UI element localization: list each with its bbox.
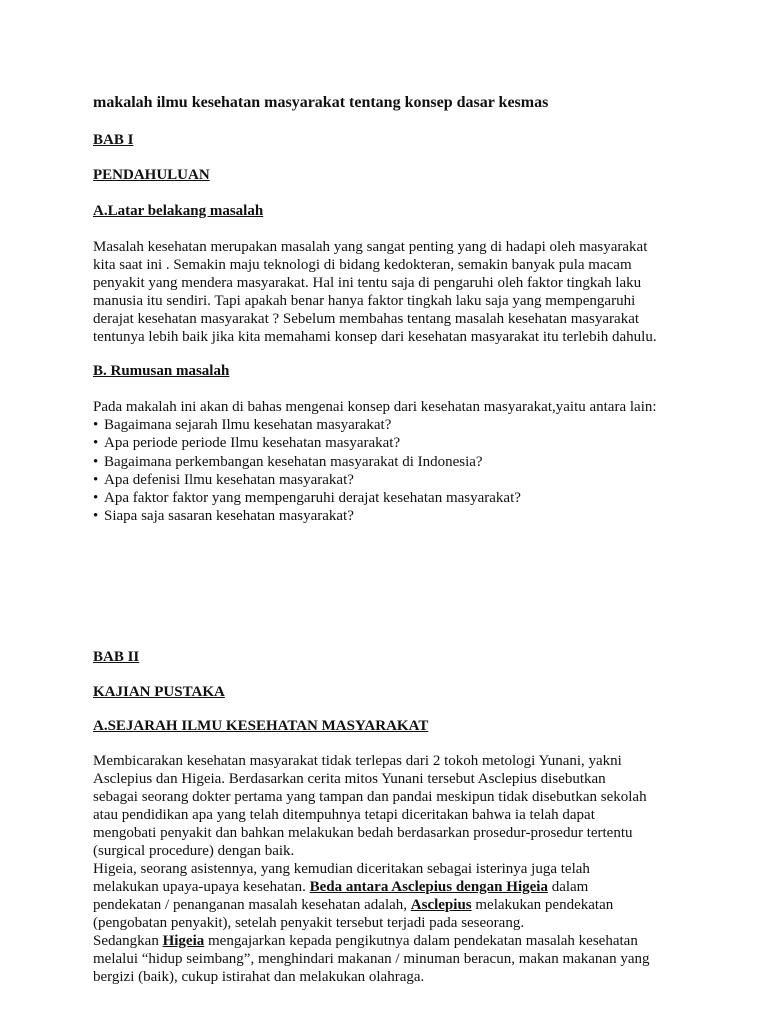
paragraph-line: mengobati penyakit dan bahkan melakukan bedah berdasarkan prosedur-prosedur tertentu [93, 825, 633, 841]
section-sejarah-heading: A.SEJARAH ILMU KESEHATAN MASYARAKAT [93, 718, 429, 734]
paragraph-line: tentunya lebih baik jika kita memahami konsep dari kesehatan masyarakat itu terlebih dahulu. [93, 329, 657, 345]
paragraph-line: Masalah kesehatan merupakan masalah yang sangat penting yang di hadapi oleh masyarakat [93, 239, 648, 255]
sejarah-paragraph [93, 752, 693, 986]
paragraph-line: pendekatan / penanganan masalah kesehatan adalah, Asclepius melakukan pendekatan [93, 897, 614, 913]
list-item: • Apa faktor faktor yang mempengaruhi derajat kesehatan masyarakat? [93, 490, 521, 507]
paragraph-line: kita saat ini . Semakin maju teknologi di bidang kedokteran, semakin banyak pula macam [93, 257, 632, 273]
section-rumusan-masalah-heading: B. Rumusan masalah [93, 363, 230, 379]
paragraph-line: sebagai seorang dokter pertama yang tampan dan pandai meskipun tidak disebutkan sekolah [93, 789, 647, 805]
paragraph-line: melalui “hidup seimbang”, menghindari makanan / minuman beracun, makan makanan yang [93, 951, 650, 967]
document-title: makalah ilmu kesehatan masyarakat tentang konsep dasar kesmas [93, 94, 549, 111]
paragraph-line: melakukan upaya-upaya kesehatan. Beda antara Asclepius dengan Higeia dalam [93, 879, 589, 895]
paragraph-line: penyakit yang mendera masyarakat. Hal ini tentu saja di pengaruhi oleh faktor tingkah laku [93, 275, 642, 291]
latar-belakang-paragraph [93, 238, 693, 346]
list-item: • Siapa saja sasaran kesehatan masyarakat? [93, 508, 354, 525]
paragraph-line: atau pendidikan apa yang telah ditempuhnya tetapi diceritakan bahwa ia telah dapat [93, 807, 595, 823]
section-latar-belakang-heading: A.Latar belakang masalah [93, 203, 264, 219]
bab2-heading: BAB II [93, 649, 140, 665]
paragraph-line: Membicarakan kesehatan masyarakat tidak terlepas dari 2 tokoh metologi Yunani, yakni [93, 753, 622, 769]
asclepius-link[interactable]: Asclepius [410, 897, 472, 913]
bab1-subheading: PENDAHULUAN [93, 167, 210, 183]
higeia-link[interactable]: Higeia [162, 933, 205, 949]
paragraph-line: (pengobatan penyakit), setelah penyakit tersebut terjadi pada seseorang. [93, 915, 525, 931]
paragraph-line: derajat kesehatan masyarakat ? Sebelum membahas tentang masalah kesehatan masyarakat [93, 311, 640, 327]
paragraph-line: Asclepius dan Higeia. Berdasarkan cerita mitos Yunani tersebut Asclepius disebutkan [93, 771, 606, 787]
bab1-heading: BAB I [93, 132, 134, 148]
list-intro: Pada makalah ini akan di bahas mengenai konsep dari kesehatan masyarakat,yaitu antara lain: [93, 399, 657, 415]
list-item: • Apa periode periode Ilmu kesehatan masyarakat? [93, 435, 401, 452]
paragraph-line: (surgical procedure) dengan baik. [93, 843, 295, 859]
paragraph-line: bergizi (baik), cukup istirahat dan melakukan olahraga. [93, 969, 425, 985]
list-item: • Bagaimana perkembangan kesehatan masyarakat di Indonesia? [93, 453, 483, 470]
list-item: • Bagaimana sejarah Ilmu kesehatan masyarakat? [93, 417, 392, 434]
paragraph-line: manusia itu sendiri. Tapi apakah benar hanya faktor tingkah laku saja yang mempengaruhi [93, 293, 636, 309]
paragraph-line: Sedangkan Higeia mengajarkan kepada pengikutnya dalam pendekatan masalah kesehatan [93, 933, 638, 949]
paragraph-line: Higeia, seorang asistennya, yang kemudian diceritakan sebagai isterinya juga telah [93, 861, 590, 877]
beda-asclepius-higeia-link[interactable]: Beda antara Asclepius dengan Higeia [309, 879, 548, 895]
bab2-subheading: KAJIAN PUSTAKA [93, 684, 225, 700]
list-item: • Apa defenisi Ilmu kesehatan masyarakat? [93, 471, 354, 488]
rumusan-masalah-list [93, 398, 657, 525]
